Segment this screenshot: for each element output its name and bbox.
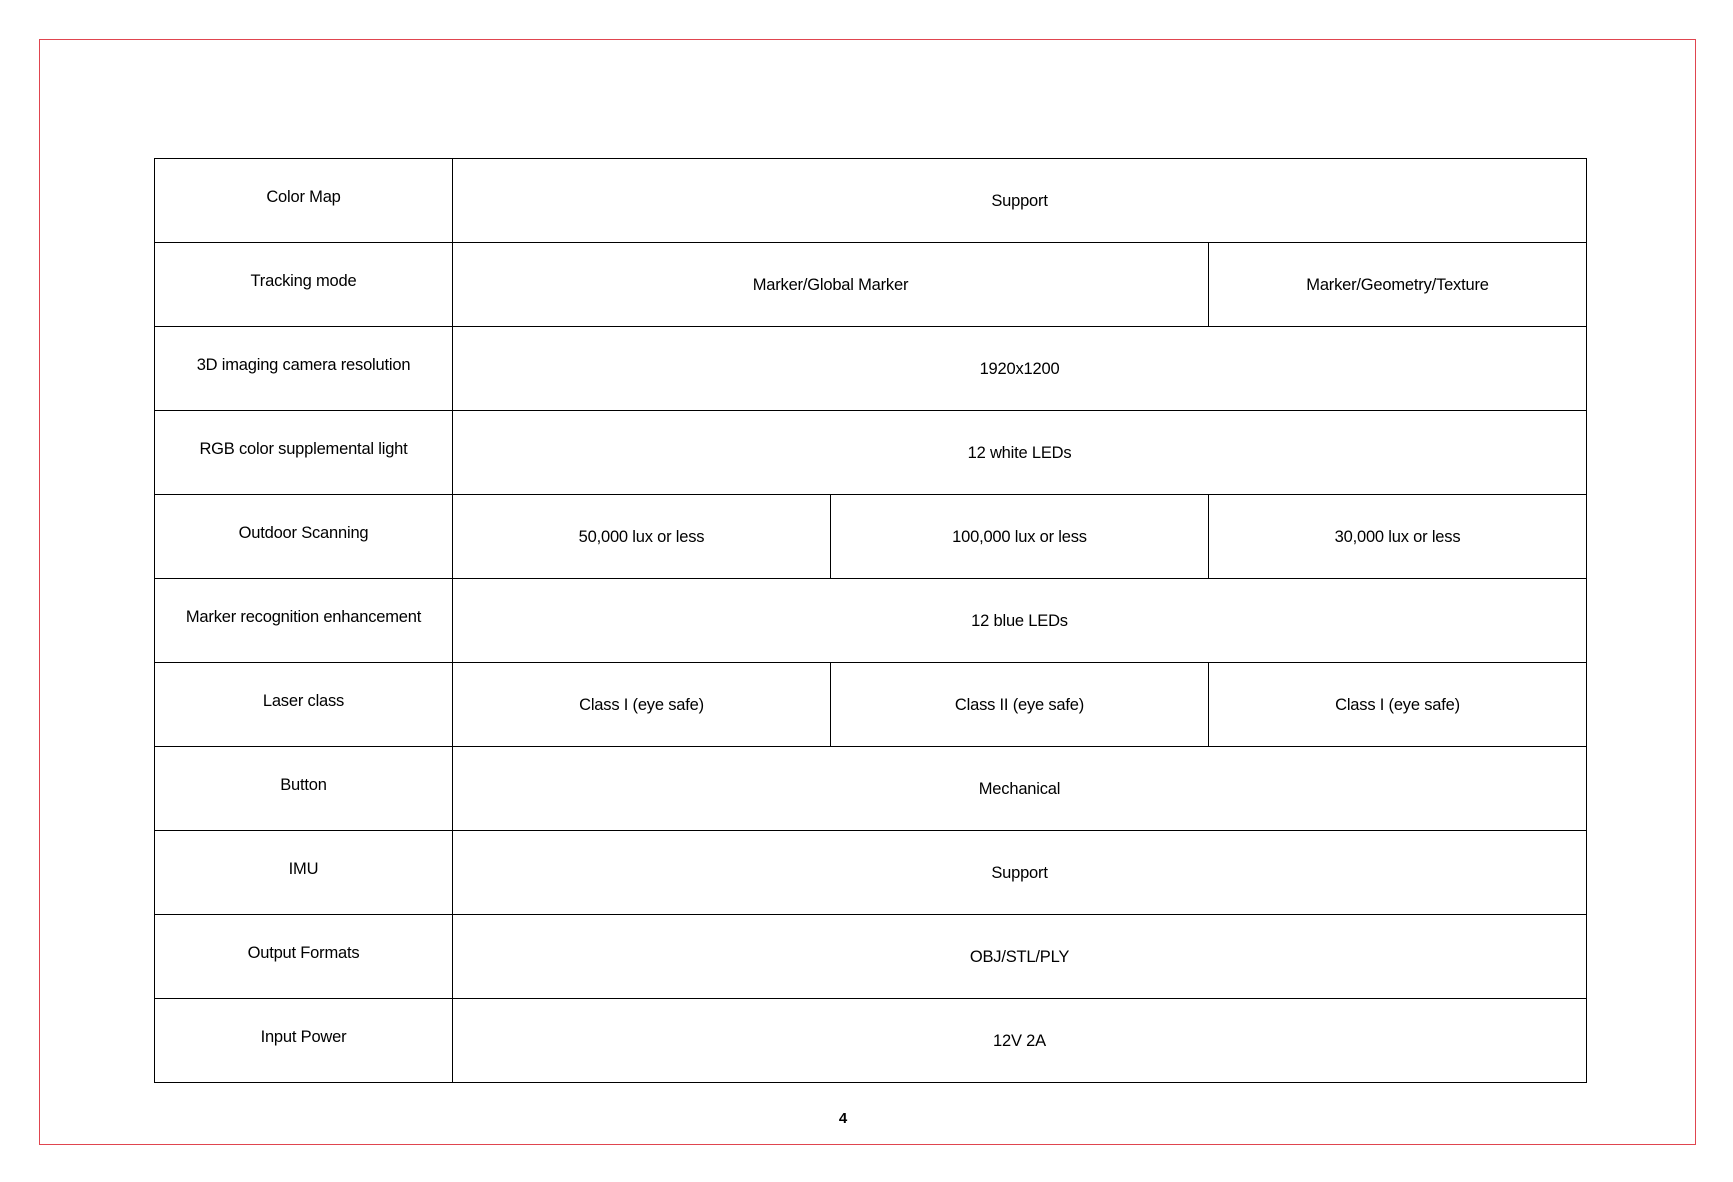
row-value: 1920x1200 — [453, 327, 1587, 411]
row-label: Marker recognition enhancement — [155, 579, 453, 663]
row-value: 12V 2A — [453, 999, 1587, 1083]
spec-table — [154, 158, 1587, 1083]
row-label: Output Formats — [155, 915, 453, 999]
row-value: 30,000 lux or less — [1209, 495, 1587, 579]
table-row-camera-resolution — [155, 327, 1587, 411]
table-row-output-formats — [155, 915, 1587, 999]
table-row-tracking-mode — [155, 243, 1587, 327]
row-value: Support — [453, 831, 1587, 915]
table-row-button — [155, 747, 1587, 831]
row-label: 3D imaging camera resolution — [155, 327, 453, 411]
row-value: Class I (eye safe) — [453, 663, 831, 747]
table-row-marker-recognition — [155, 579, 1587, 663]
row-value: 12 white LEDs — [453, 411, 1587, 495]
table-row-imu — [155, 831, 1587, 915]
table-row-outdoor-scanning — [155, 495, 1587, 579]
row-label: Laser class — [155, 663, 453, 747]
row-value: Mechanical — [453, 747, 1587, 831]
row-value: 50,000 lux or less — [453, 495, 831, 579]
row-value: OBJ/STL/PLY — [453, 915, 1587, 999]
row-label: Color Map — [155, 159, 453, 243]
table-row-laser-class — [155, 663, 1587, 747]
row-value: Marker/Global Marker — [453, 243, 1209, 327]
row-value: 12 blue LEDs — [453, 579, 1587, 663]
table-row-input-power — [155, 999, 1587, 1083]
row-value: 100,000 lux or less — [831, 495, 1209, 579]
table-row-color-map — [155, 159, 1587, 243]
row-label: Input Power — [155, 999, 453, 1083]
row-value: Marker/Geometry/Texture — [1209, 243, 1587, 327]
table-row-supplemental-light — [155, 411, 1587, 495]
row-value: Support — [453, 159, 1587, 243]
row-value: Class II (eye safe) — [831, 663, 1209, 747]
page-number: 4 — [838, 1110, 848, 1127]
row-label: Outdoor Scanning — [155, 495, 453, 579]
row-label: Tracking mode — [155, 243, 453, 327]
row-label: RGB color supplemental light — [155, 411, 453, 495]
row-value: Class I (eye safe) — [1209, 663, 1587, 747]
row-label: Button — [155, 747, 453, 831]
row-label: IMU — [155, 831, 453, 915]
